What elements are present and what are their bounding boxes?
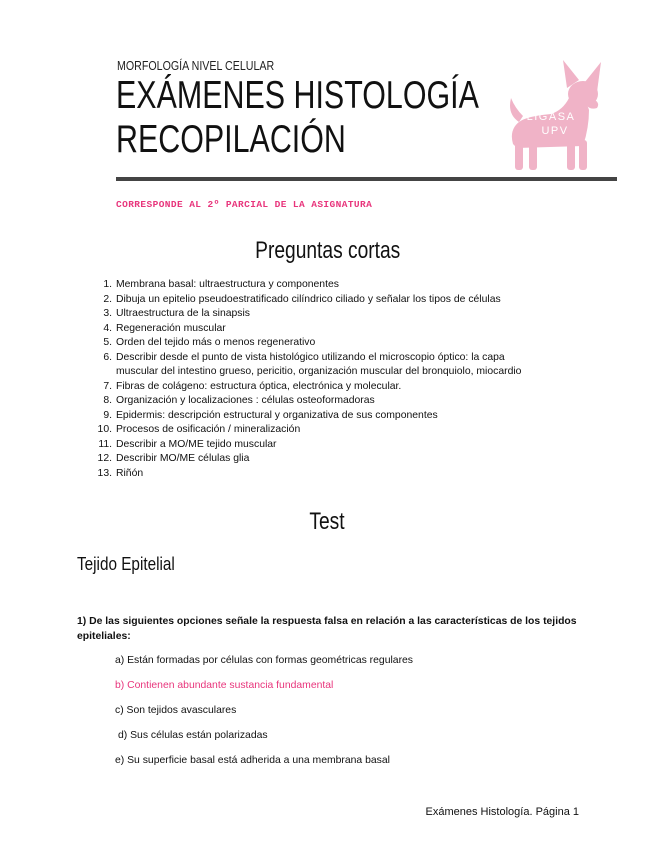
list-item: 4. Regeneración muscular [103,322,226,334]
list-item: 3. Ultraestructura de la sinapsis [103,308,250,319]
option-d: d) Sus células están polarizadas [118,730,268,741]
logo-text-line-1: LIGASA [526,111,576,123]
section-title: Tejido Epitelial [77,554,175,574]
list-item: 11. Describir a MO/ME tejido muscular [98,438,277,450]
list-item: 12. Describir MO/ME células glia [97,453,250,464]
option-b-correct: b) Contienen abundante sustancia fundamental [115,680,334,691]
option-a: a) Están formadas por células con formas geométricas regulares [115,655,414,666]
header-divider [116,177,617,181]
list-item: 7. Fibras de colágeno: estructura óptica, electrónica y molecular. [103,380,402,392]
list-item: 6. Describir desde el punto de vista histológico utilizando el microscopio óptico: la capa muscular del intestino grueso, pericitio, organización muscular del bronquiolo, miocardio [103,351,522,377]
title-line-1: EXÁMENES HISTOLOGÍA [116,74,479,117]
test-heading: Test [309,508,346,535]
list-item: 5. Orden del tejido más o menos regenerativo [103,337,316,348]
list-item: 1. Membrana basal: ultraestructura y componentes [103,279,339,290]
option-c: c) Son tejidos avasculares [115,705,237,716]
question-text: 1) De las siguientes opciones señale la respuesta falsa en relación a las características de los tejidos epiteliales: [77,616,577,642]
logo-text-line-2: UPV [541,125,569,137]
list-item: 2. Dibuja un epitelio pseudoestratificado cilíndrico ciliado y señalar los tipos de células [103,293,501,305]
option-e: e) Su superficie basal está adherida a una membrana basal [115,755,390,766]
list-item: 10. Procesos de osificación / mineralización [97,424,301,435]
list-item: 9. Epidermis: descripción estructural y organizativa de sus componentes [103,409,438,421]
chihuahua-logo-icon [497,58,609,172]
page-footer: Exámenes Histología. Página 1 [425,806,579,818]
title-line-2: RECOPILACIÓN [116,118,346,161]
list-item: 13. Riñón [97,467,144,479]
list-item: 8. Organización y localizaciones : células osteoformadoras [103,395,375,406]
document-title [116,74,479,162]
document-subtitle: MORFOLOGÍA NIVEL CELULAR [117,58,275,73]
short-questions-heading: Preguntas cortas [254,237,401,264]
subject-line: CORRESPONDE AL 2º PARCIAL DE LA ASIGNATURA [116,199,373,210]
short-questions-list [94,278,584,481]
